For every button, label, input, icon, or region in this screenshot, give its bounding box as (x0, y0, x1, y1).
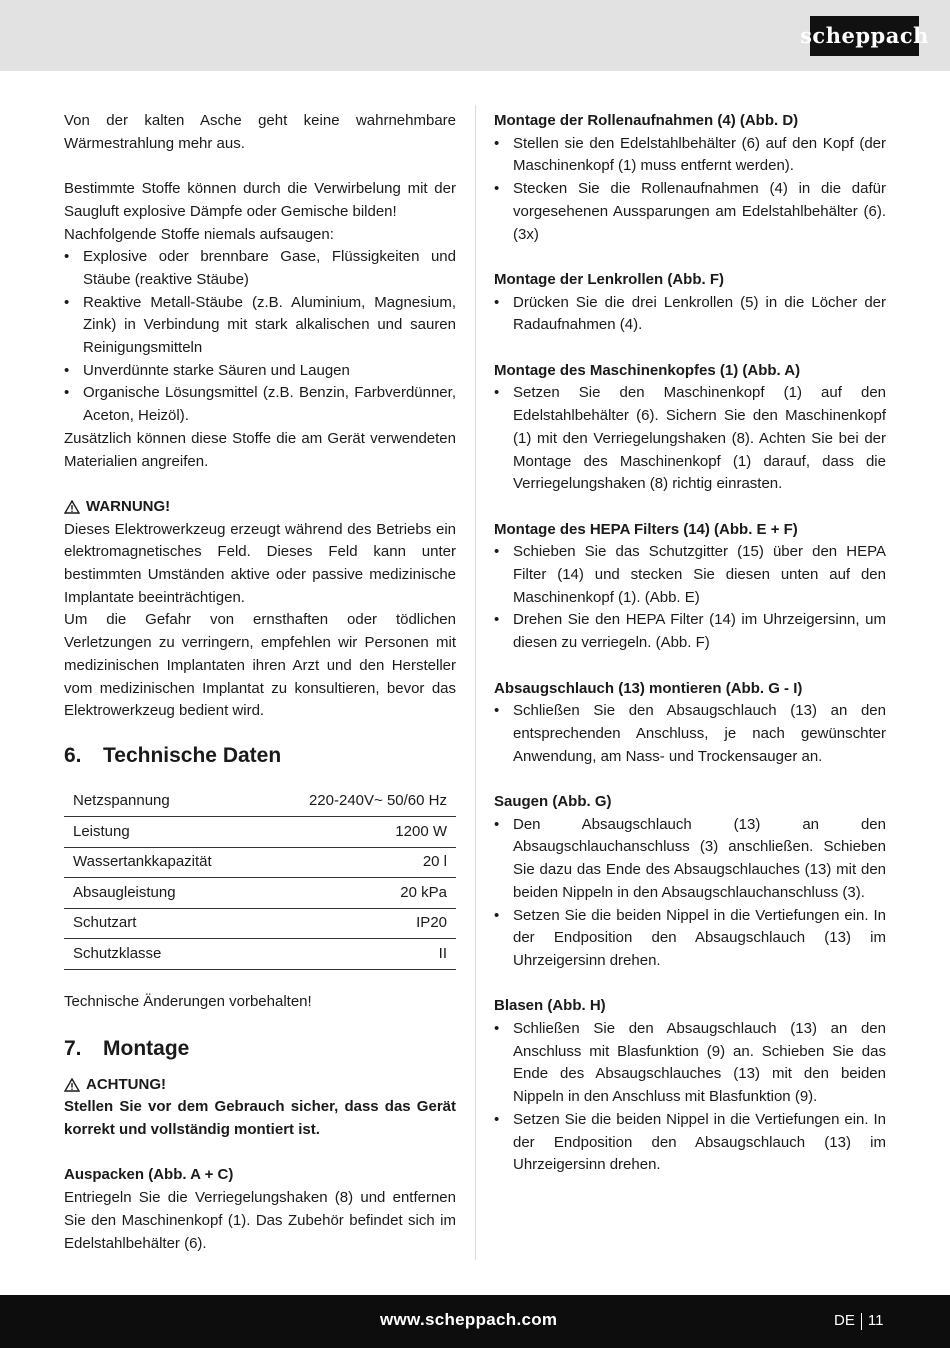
list-item: • Den Absaugschlauch (13) an den Absaugschlauchanschluss (3) anschließen. Schieben Sie dazu das Ende des Absaugschlauches (13) mit den beiden Nippeln in den Absaugschlauchanschluss (3). (494, 814, 886, 905)
list-item: • Reaktive Metall-Stäube (z.B. Aluminium, Magnesium, Zink) in Verbindung mit stark alkalischen und sauren Reinigungsmitteln (64, 292, 456, 360)
technical-data-table (64, 787, 456, 970)
section-title: Technische Daten (103, 743, 282, 767)
list-item: • Schieben Sie das Schutzgitter (15) über den HEPA Filter (14) und stecken Sie diesen unten auf den Maschinenkopf (1). (Abb. E) (494, 541, 886, 609)
subsection-heading: Montage der Rollenaufnahmen (4) (Abb. D) (494, 112, 799, 129)
list-item: • Organische Lösungsmittel (z.B. Benzin, Farbverdünner, Aceton, Heizöl). (64, 382, 456, 427)
warning-heading (64, 496, 456, 519)
list-item: • Setzen Sie die beiden Nippel in die Vertiefungen ein. In der Endposition den Absaugschlauch (13) im Uhrzeigersinn drehen. (494, 905, 886, 973)
spec-value: 220-240V~ 50/60 Hz (260, 787, 456, 817)
paragraph-explosive: Bestimmte Stoffe können durch die Verwirbelung mit der Saugluft explosive Dämpfe oder Gemische bilden! (64, 180, 456, 220)
paragraph-materials: Zusätzlich können diese Stoffe die am Gerät verwendeten Materialien angreifen. (64, 429, 456, 470)
subsection-heading: Absaugschlauch (13) montieren (Abb. G - I) (494, 679, 803, 697)
table-row (64, 787, 456, 817)
caution-heading (64, 1074, 456, 1097)
instruction-list (494, 382, 886, 496)
warning-title: WARNUNG! (86, 497, 171, 515)
spec-value: 20 l (260, 847, 456, 878)
left-column (64, 110, 456, 1255)
list-item: • Setzen Sie die beiden Nippel in die Vertiefungen ein. In der Endposition den Absaugschlauch (13) im Uhrzeigersinn drehen. (494, 1109, 886, 1177)
page-number: 11 (867, 1312, 884, 1329)
section-7-heading (64, 1035, 456, 1063)
spec-label: Wassertankkapazität (64, 847, 260, 878)
unpack-heading: Auspacken (Abb. A + C) (64, 1166, 234, 1184)
subsection-heading: Saugen (Abb. G) (494, 793, 612, 811)
page-indicator (834, 1310, 883, 1333)
instruction-list (494, 1018, 886, 1177)
subsection-heading: Montage des HEPA Filters (14) (Abb. E + F) (494, 520, 798, 538)
list-item: • Setzen Sie den Maschinenkopf (1) auf den Edelstahlbehälter (6). Sichern Sie den Maschinenkopf (1) mit den Verriegelungshaken (8). Achten Sie bei der Montage des Maschinenkopf (1) darauf, dass die Verriegelungshaken (8) richtig einrasten. (494, 382, 886, 496)
list-item: • Schließen Sie den Absaugschlauch (13) an den entsprechenden Anschluss, je nach gewünschter Anwendung, am Nass- und Trockensauger an. (494, 700, 886, 768)
subsection-heading: Blasen (Abb. H) (494, 997, 606, 1015)
warning-triangle-icon (64, 1078, 80, 1092)
scheppach-logo: scheppach (810, 16, 919, 56)
spec-label: Absaugleistung (64, 878, 260, 909)
list-item: • Stecken Sie die Rollenaufnahmen (4) in die dafür vorgesehenen Aussparungen am Edelstahlbehälter (6). (3x) (494, 178, 886, 246)
spec-label: Schutzklasse (64, 939, 260, 970)
subsection-heading: Montage des Maschinenkopfes (1) (Abb. A) (494, 361, 801, 379)
list-item: • Explosive oder brennbare Gase, Flüssigkeiten und Stäube (reaktive Stäube) (64, 246, 456, 291)
instruction-list (494, 292, 886, 337)
footer (0, 1295, 950, 1348)
list-item: • Stellen sie den Edelstahlbehälter (6) auf den Kopf (der Maschinenkopf (1) muss entfernt werden). (494, 133, 886, 178)
table-row (64, 939, 456, 970)
instruction-list (494, 133, 886, 247)
list-item: • Drehen Sie den HEPA Filter (14) im Uhrzeigersinn, um diesen zu verriegeln. (Abb. F) (494, 609, 886, 654)
spec-value: II (260, 939, 456, 970)
spec-value: 20 kPa (260, 878, 456, 909)
website-url: www.scheppach.com (380, 1310, 558, 1329)
paragraph-ash: Von der kalten Asche geht keine wahrnehmbare Wärmestrahlung mehr aus. (64, 112, 456, 152)
substances-list (64, 246, 456, 428)
caution-text: Stellen Sie vor dem Gebrauch sicher, dass das Gerät korrekt und vollständig montiert ist. (64, 1098, 456, 1139)
section-title: Montage (103, 1036, 190, 1060)
section-number: 7. (64, 1036, 82, 1060)
section-number: 6. (64, 743, 82, 767)
instruction-list (494, 700, 886, 768)
spec-label: Schutzart (64, 908, 260, 939)
table-row (64, 847, 456, 878)
spec-value: 1200 W (260, 817, 456, 848)
warning-paragraph-1: Dieses Elektrowerkzeug erzeugt während des Betriebs ein elektromagnetisches Feld. Dieses Feld kann unter bestimmten Umständen aktive oder passive medizinische Implantate beeinträchtigen. (64, 520, 456, 606)
right-column (494, 110, 886, 1177)
table-row (64, 878, 456, 909)
list-item: • Schließen Sie den Absaugschlauch (13) an den Anschluss mit Blasfunktion (9) an. Schieben Sie das Ende des Absaugschlauches (13) mit den beiden Nippeln in den Anschluss mit Blasfunktion (9). (494, 1018, 886, 1109)
list-item: • Unverdünnte starke Säuren und Laugen (64, 360, 456, 383)
separator (861, 1313, 862, 1330)
spec-value: IP20 (260, 908, 456, 939)
section-6-heading (64, 742, 456, 770)
tech-note: Technische Änderungen vorbehalten! (64, 992, 312, 1010)
list-item: • Drücken Sie die drei Lenkrollen (5) in die Löcher der Radaufnahmen (4). (494, 292, 886, 337)
table-row (64, 817, 456, 848)
warning-paragraph-2: Um die Gefahr von ernsthaften oder tödlichen Verletzungen zu verringern, empfehlen wir Personen mit medizinischen Implantaten ihren Arzt und den Hersteller vom medizinischen Implantat zu konsultieren, bevor das Elektrowerkzeug bedient wird. (64, 611, 456, 720)
warning-triangle-icon (64, 500, 80, 514)
language-code: DE (834, 1312, 855, 1329)
subsection-heading: Montage der Lenkrollen (Abb. F) (494, 270, 725, 288)
table-row (64, 908, 456, 939)
instruction-list (494, 541, 886, 655)
caution-title: ACHTUNG! (86, 1075, 166, 1093)
paragraph-never-vacuum: Nachfolgende Stoffe niemals aufsaugen: (64, 225, 334, 243)
column-divider (475, 105, 476, 1260)
spec-label: Netzspannung (64, 787, 260, 817)
instruction-list (494, 814, 886, 973)
unpack-text: Entriegeln Sie die Verriegelungshaken (8) und entfernen Sie den Maschinenkopf (1). Das Zubehör befindet sich im Edelstahlbehälter (6). (64, 1189, 456, 1252)
spec-label: Leistung (64, 817, 260, 848)
